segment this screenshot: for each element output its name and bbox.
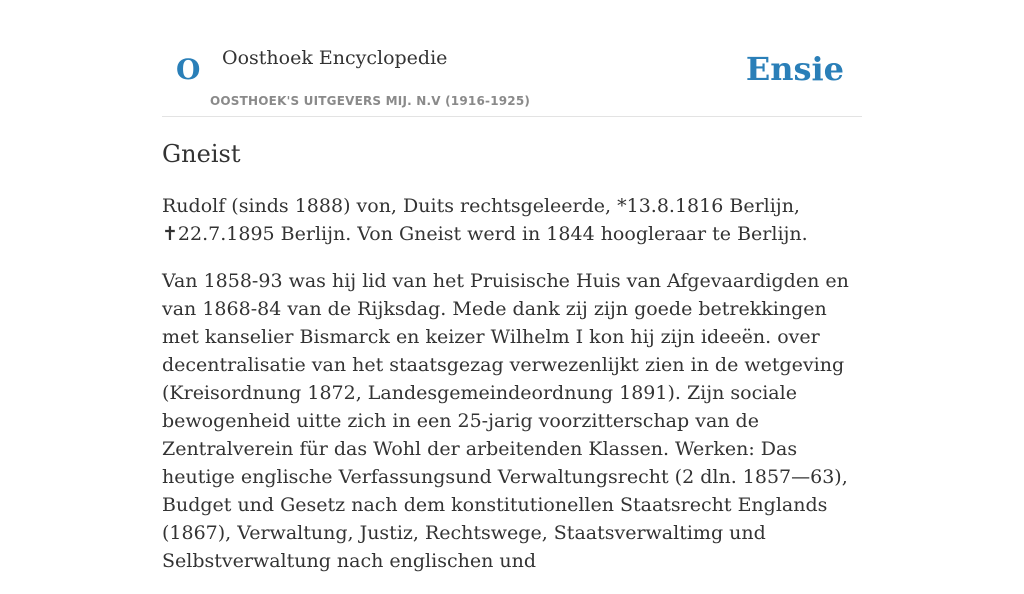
ensie-logo-link[interactable]: Ensie	[745, 50, 844, 88]
source-title-link[interactable]: Oosthoek Encyclopedie	[222, 47, 448, 69]
page-container	[162, 0, 862, 572]
source-header	[162, 0, 862, 117]
source-subtitle: OOSTHOEK'S UITGEVERS MIJ. N.V (1916-1925)	[210, 94, 531, 108]
entry-body	[162, 192, 862, 594]
entry-paragraph: Van 1858-93 was hij lid van het Pruisische Huis van Afgevaardigden en van 1868-84 van de Rijksdag. Mede dank zij zijn goede betrekkingen met kanselier Bismarck en keizer Wilhelm I kon hij zijn ideeën. over decentralisatie van het staatsgezag verwezenlijkt zien in de wetgeving (Kreisordnung 1872, Landesgemeindeordnung 1891). Zijn sociale bewogenheid uitte zich in een 25-jarig voorzitterschap van de Zentralverein für das Wohl der arbeitenden Klassen. Werken: Das heutige englische Verfassungsund Verwaltungsrecht (2 dln. 1857—63), Budget und Gesetz nach dem konstitutionellen Staatsrecht Englands (1867), Verwaltung, Justiz, Rechtswege, Staatsverwaltimg und Selbstverwaltung nach englischen und	[162, 270, 849, 572]
source-logo[interactable]: O	[176, 53, 201, 86]
entry-paragraph: Rudolf (sinds 1888) von, Duits rechtsgeleerde, *13.8.1816 Berlijn, ✝22.7.1895 Berlijn. Von Gneist werd in 1844 hoogleraar te Berlijn.	[162, 195, 808, 245]
entry-title: Gneist	[162, 140, 241, 168]
